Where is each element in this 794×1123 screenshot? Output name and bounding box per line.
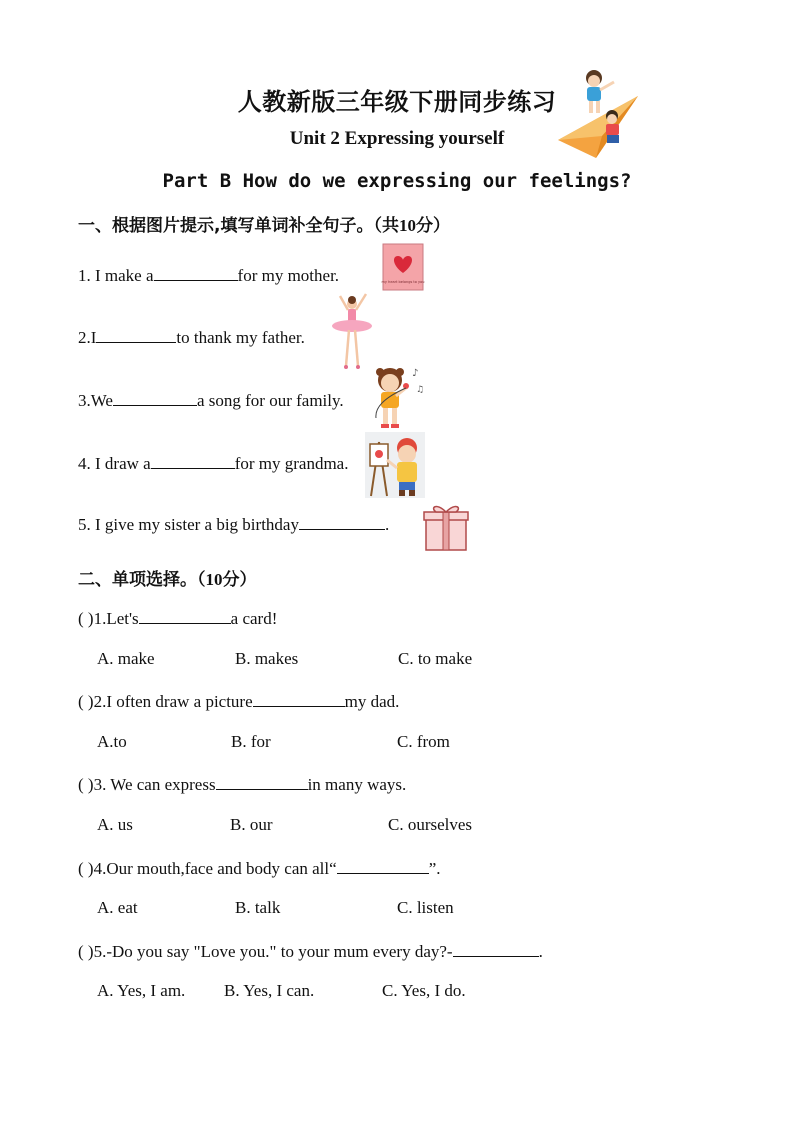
ballet-dancer-image bbox=[328, 290, 376, 372]
page-title: 人教新版三年级下册同步练习 bbox=[237, 88, 557, 116]
option-a[interactable]: A.to bbox=[97, 732, 127, 751]
unit-title: Unit 2 Expressing yourself bbox=[289, 128, 505, 149]
option-a[interactable]: A. eat bbox=[97, 898, 138, 917]
answer-blank[interactable] bbox=[151, 452, 235, 469]
question-2: ( )2.I often draw a picture my dad. bbox=[78, 692, 400, 711]
fill-item-1: 1. I make a for my mother. bbox=[78, 266, 340, 285]
answer-blank[interactable] bbox=[154, 264, 238, 281]
answer-blank[interactable] bbox=[253, 690, 345, 707]
answer-blank[interactable] bbox=[453, 940, 539, 957]
option-c[interactable]: C. to make bbox=[398, 649, 473, 668]
option-c[interactable]: C. Yes, I do. bbox=[382, 981, 466, 1000]
option-b[interactable]: B. talk bbox=[235, 898, 281, 917]
option-b[interactable]: B. makes bbox=[235, 649, 299, 668]
answer-blank[interactable] bbox=[337, 857, 429, 874]
fill-item-5: 5. I give my sister a big birthday . bbox=[78, 515, 390, 534]
paper-plane-kids-illustration bbox=[556, 66, 640, 162]
option-c[interactable]: C. from bbox=[397, 732, 450, 751]
part-title: Part B How do we expressing our feelings? bbox=[162, 170, 632, 192]
question-4: ( )4.Our mouth,face and body can all“ ”. bbox=[78, 859, 441, 878]
heart-card-image bbox=[382, 243, 424, 291]
option-a[interactable]: A. Yes, I am. bbox=[97, 981, 186, 1000]
answer-blank[interactable] bbox=[216, 773, 308, 790]
fill-item-3: 3.We a song for our family. bbox=[78, 391, 344, 410]
svg-text:♪: ♪ bbox=[412, 368, 419, 379]
painting-boy-image bbox=[365, 432, 425, 498]
answer-blank[interactable] bbox=[96, 326, 176, 343]
option-b[interactable]: B. for bbox=[231, 732, 271, 751]
svg-text:♫: ♫ bbox=[416, 385, 425, 395]
option-b[interactable]: B. Yes, I can. bbox=[224, 981, 315, 1000]
fill-item-4: 4. I draw a for my grandma. bbox=[78, 454, 349, 473]
fill-item-2: 2.I to thank my father. bbox=[78, 328, 305, 347]
answer-blank[interactable] bbox=[139, 607, 231, 624]
option-b[interactable]: B. our bbox=[230, 815, 273, 834]
section-1-heading: 一、根据图片提示,填写单词补全句子。（共10分） bbox=[78, 216, 450, 236]
option-c[interactable]: C. ourselves bbox=[388, 815, 473, 834]
answer-blank[interactable] bbox=[113, 389, 197, 406]
singing-girl-image bbox=[366, 362, 425, 432]
option-c[interactable]: C. listen bbox=[397, 898, 454, 917]
gift-box-image bbox=[422, 500, 470, 552]
question-5: ( )5.-Do you say "Love you." to your mum every day?- . bbox=[78, 942, 543, 961]
question-1: ( )1.Let's a card! bbox=[78, 609, 278, 628]
option-a[interactable]: A. make bbox=[97, 649, 155, 668]
section-2-heading: 二、单项选择。（10分） bbox=[78, 570, 257, 590]
card-caption: my heart belongs to you bbox=[381, 280, 425, 284]
answer-blank[interactable] bbox=[299, 513, 385, 530]
option-a[interactable]: A. us bbox=[97, 815, 133, 834]
question-3: ( )3. We can express in many ways. bbox=[78, 775, 407, 794]
